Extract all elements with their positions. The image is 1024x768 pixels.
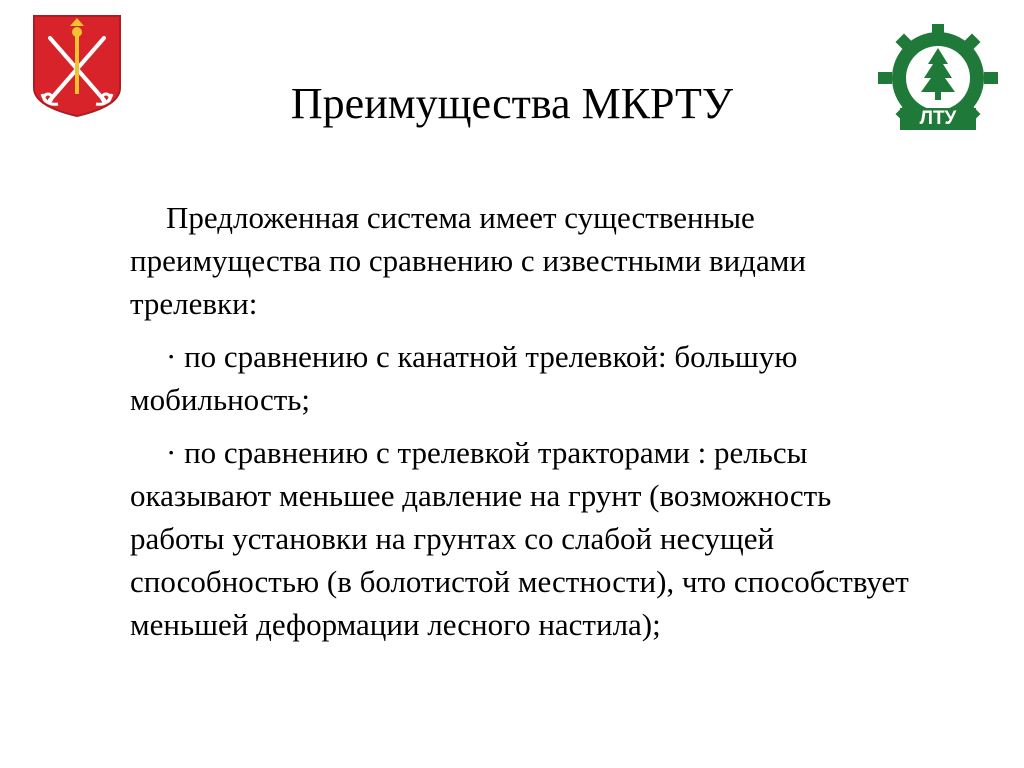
bullet-cable-skidding: · по сравнению с канатной трелевкой: большую мобильность; xyxy=(130,339,798,417)
bullet-tractor-skidding: · по сравнению с трелевкой тракторами : рельсы оказывают меньшее давление на грунт (возможность работы установки на грунтах со слабой несущей способностью (в болотистой местности), что способствует меньшей деформации лесного настила); xyxy=(130,435,909,642)
slide-title: Преимущества МКРТУ xyxy=(290,79,734,128)
slide-body xyxy=(130,196,930,656)
ltu-logo-text: ЛТУ xyxy=(919,108,957,129)
intro-paragraph: Предложенная система имеет существенные преимущества по сравнению с известными видами трелевки: xyxy=(130,200,806,321)
